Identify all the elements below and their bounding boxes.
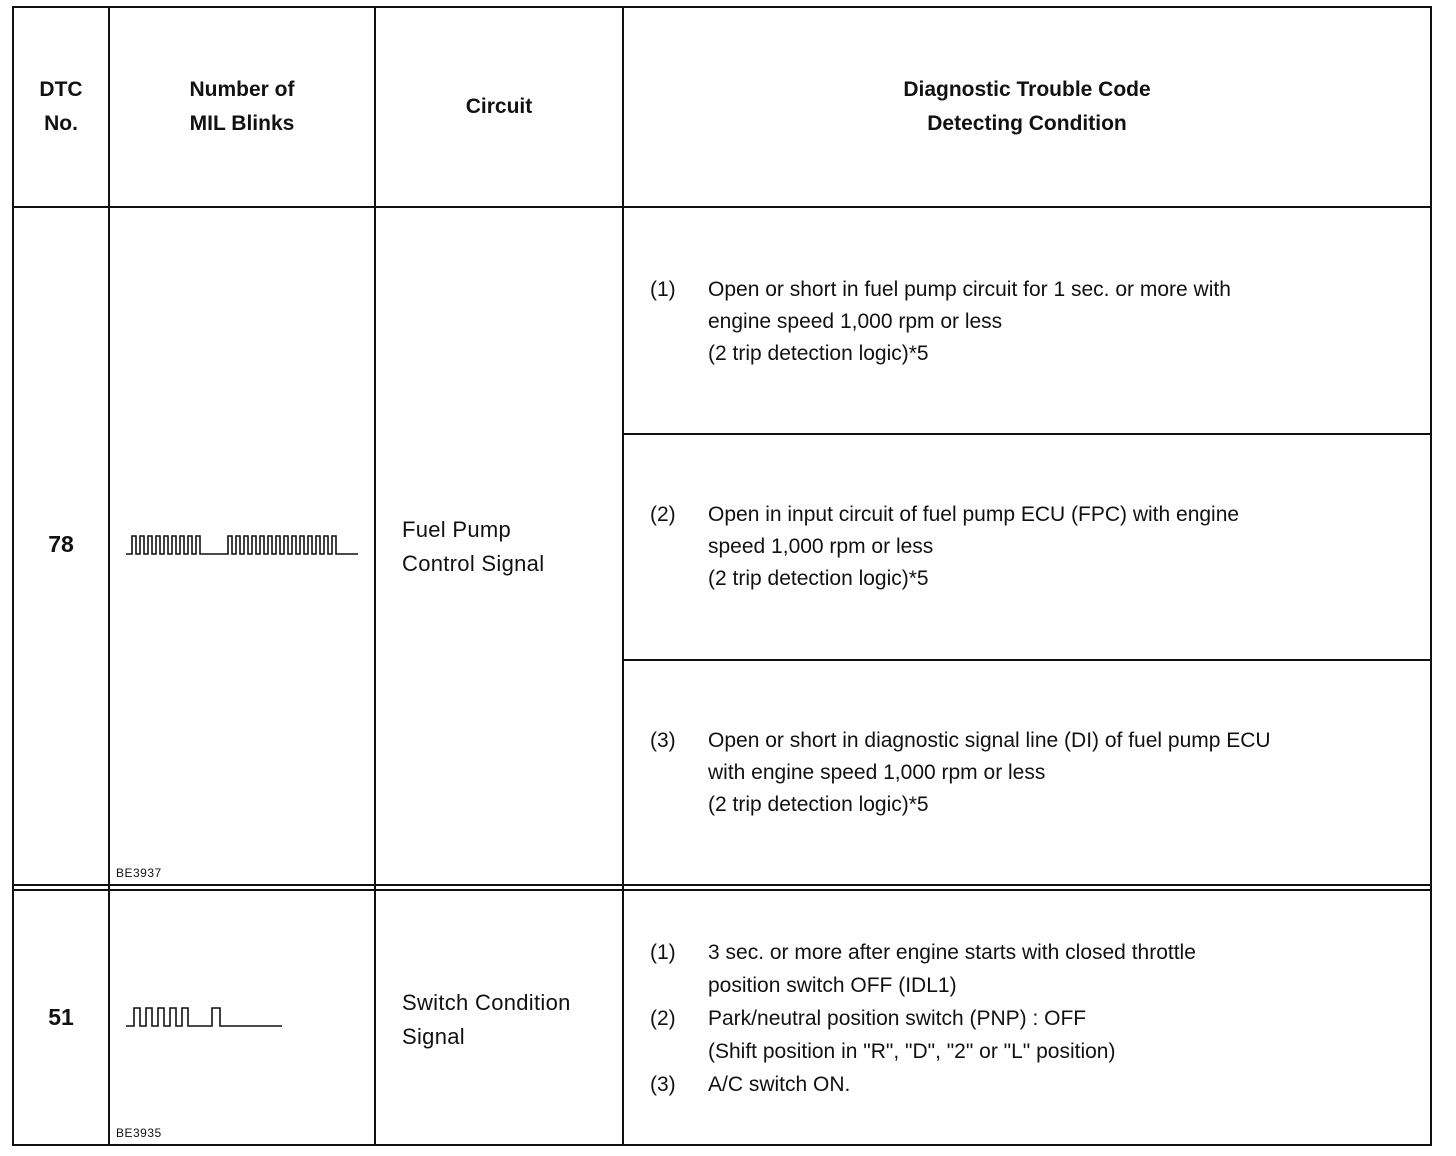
condition-text: A/C switch ON. <box>708 1073 851 1096</box>
circuit-name-line: Fuel Pump <box>402 517 512 542</box>
circuit-name-line: Control Signal <box>402 551 545 576</box>
header-circuit <box>376 8 622 206</box>
condition-text: Open or short in diagnostic signal line (DI) of fuel pump ECU <box>708 729 1271 752</box>
dtc-table <box>12 6 1432 1146</box>
header-detecting-condition <box>624 8 1430 206</box>
condition-text: (2 trip detection logic)*5 <box>708 567 929 590</box>
row-divider <box>14 889 1430 891</box>
condition-text: (Shift position in "R", "D", "2" or "L" position) <box>708 1040 1116 1063</box>
condition-item <box>650 725 1271 821</box>
condition-number: (2) <box>650 1007 676 1030</box>
dtc-number: 78 <box>48 531 74 557</box>
condition-text: Park/neutral position switch (PNP) : OFF <box>708 1007 1087 1030</box>
condition-item <box>650 274 1231 370</box>
condition-number: (1) <box>650 941 676 964</box>
condition-text: speed 1,000 rpm or less <box>708 535 934 558</box>
condition-item <box>650 1002 1196 1068</box>
mil-blink-pattern-icon <box>126 532 362 558</box>
condition-item <box>650 1068 1196 1101</box>
row-divider <box>14 884 1430 886</box>
dtc-number: 51 <box>48 1004 74 1030</box>
circuit-name <box>402 513 544 581</box>
condition-item <box>650 936 1196 1002</box>
circuit-name-line: Switch Condition <box>402 990 571 1015</box>
header-circuit-label: Circuit <box>465 95 533 118</box>
circuit-name <box>402 986 571 1054</box>
condition-number: (3) <box>650 729 676 752</box>
condition-text: position switch OFF (IDL1) <box>708 974 957 997</box>
condition-item <box>650 499 1239 595</box>
condition-text: engine speed 1,000 rpm or less <box>708 310 1003 333</box>
condition-divider <box>622 659 1430 661</box>
circuit-name-line: Signal <box>402 1024 465 1049</box>
condition-text: with engine speed 1,000 rpm or less <box>708 761 1046 784</box>
header-mil-blinks <box>110 8 374 206</box>
condition-divider <box>622 433 1430 435</box>
header-mil-blinks-line: MIL Blinks <box>189 112 295 135</box>
figure-label: BE3937 <box>116 866 162 880</box>
header-mil-blinks-line: Number of <box>189 78 295 101</box>
condition-number: (1) <box>650 278 676 301</box>
condition-number: (3) <box>650 1073 676 1096</box>
condition-list <box>650 936 1196 1101</box>
condition-text: Open or short in fuel pump circuit for 1 sec. or more with <box>708 278 1231 301</box>
condition-text: (2 trip detection logic)*5 <box>708 342 929 365</box>
condition-number: (2) <box>650 503 676 526</box>
condition-text: 3 sec. or more after engine starts with closed throttle <box>708 941 1196 964</box>
condition-text: Open in input circuit of fuel pump ECU (FPC) with engine <box>708 503 1240 526</box>
header-dtc-no-line: DTC <box>39 78 83 101</box>
header-condition-line: Detecting Condition <box>927 112 1127 135</box>
condition-text: (2 trip detection logic)*5 <box>708 793 929 816</box>
header-condition-line: Diagnostic Trouble Code <box>903 78 1151 101</box>
header-divider <box>14 206 1430 208</box>
mil-blink-pattern-icon <box>126 1004 286 1030</box>
figure-label: BE3935 <box>116 1126 162 1140</box>
header-dtc-no <box>14 8 108 206</box>
header-dtc-no-line: No. <box>44 112 78 135</box>
